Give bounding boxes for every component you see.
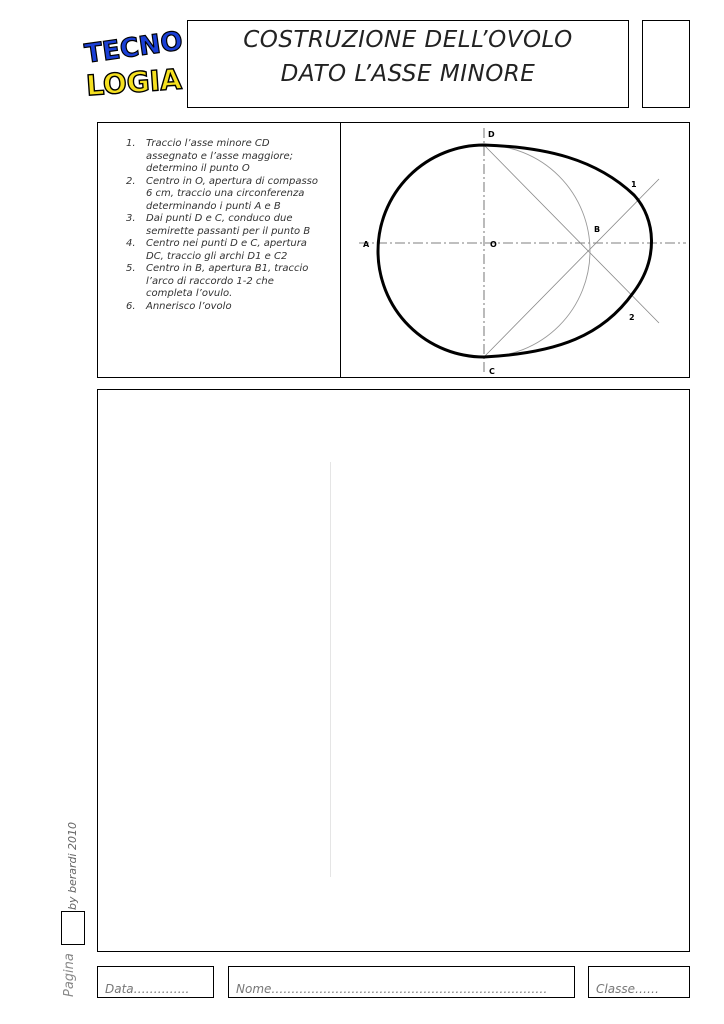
class-label: Classe…… [596,982,659,996]
instructions-panel [97,122,690,378]
logo-graphic [82,20,185,108]
corner-box [642,20,690,108]
label-a: A [363,240,370,249]
name-label: Nome…………………………………………………………… [236,982,548,996]
logo-text-tecno: TECNO [82,26,185,70]
step-text: Dai punti D e C, conduco due semirette passanti per il punto B [146,213,311,237]
step-text: Annerisco l’ovolo [146,300,232,312]
steps-list [118,138,323,313]
page-label: Pagina [62,953,77,997]
label-b: B [594,225,601,234]
step-item: 1. Traccio l’asse minore CD assegnato e l’asse maggiore; determino il punto O [126,138,293,174]
step-item: 2. Centro in O, apertura di compasso 6 cm, traccio una circonferenza determinando i punti A e B [126,175,319,212]
step-item: 3. Dai punti D e C, conduco due semirette passanti per il punto B [126,213,311,237]
page-subtitle: DATO L’ASSE MINORE [280,61,536,87]
date-label: Data………….. [105,982,190,996]
step-text: Centro nei punti D e C, apertura DC, traccio gli archi D1 e C2 [146,238,307,262]
label-2: 2 [629,313,635,322]
tecnologia-logo [82,20,185,108]
faint-guide-line [330,462,331,877]
label-c: C [489,367,495,376]
label-o: O [490,240,497,249]
author-byline: by berardi 2010 [66,821,79,910]
logo-text-logia: LOGIA [85,62,183,103]
drawing-work-area[interactable] [97,389,690,952]
page-number-box[interactable] [61,911,85,945]
name-field[interactable] [228,966,575,998]
step-text: Traccio l’asse minore CD assegnato e l’asse maggiore; determino il punto O [146,138,293,174]
step-text: Centro in B, apertura B1, traccio l’arco di raccordo 1-2 che completa l’ovulo. [146,263,309,299]
construction-circle-arc [484,145,590,357]
title-box [187,20,629,108]
page-title: COSTRUZIONE DELL’OVOLO [243,27,573,53]
label-d: D [488,130,495,139]
ovolo-construction-drawing [341,123,690,378]
step-item: 6. Annerisco l’ovolo [126,300,232,312]
step-item: 5. Centro in B, apertura B1, traccio l’arco di raccordo 1-2 che completa l’ovulo. [126,263,309,299]
line-d-b [484,145,659,323]
date-field[interactable] [97,966,214,998]
line-c-b [484,179,659,357]
label-1: 1 [631,180,637,189]
step-text: Centro in O, apertura di compasso 6 cm, traccio una circonferenza determinando i punti A e B [146,175,319,212]
step-item: 4. Centro nei punti D e C, apertura DC, traccio gli archi D1 e C2 [126,238,307,262]
class-field[interactable] [588,966,690,998]
